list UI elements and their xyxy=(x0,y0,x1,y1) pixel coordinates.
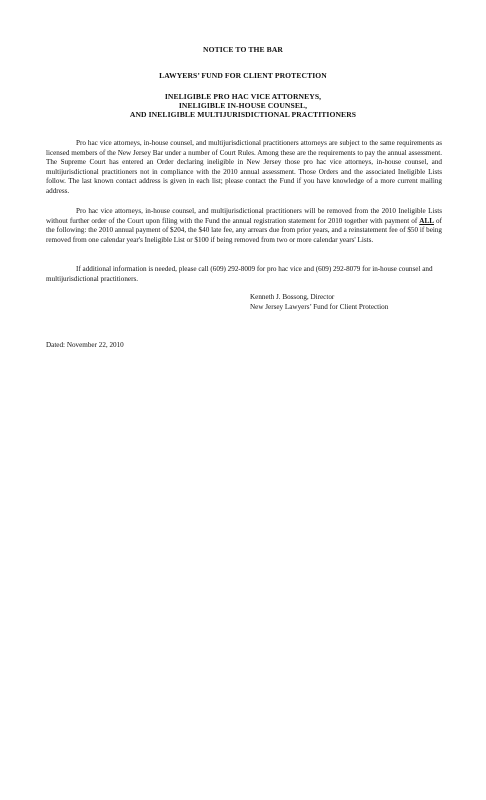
paragraph-2-emphasis: ALL xyxy=(419,216,434,225)
signature-name: Kenneth J. Bossong, Director xyxy=(250,293,335,301)
dated-line: Dated: November 22, 2010 xyxy=(46,341,124,349)
paragraph-contact-info xyxy=(46,265,442,284)
paragraph-removal-conditions xyxy=(46,207,442,245)
paragraph-1-text: Pro hac vice attorneys, in-house counsel, and multijurisdictional practitioners attorneys are subject to the same requirements as licensed members of the New Jersey Bar under a number of Court Rules. Among these are the requirements to pay the annual assessment. The Supreme Court has entered an Order declaring ineligible in New Jersey those pro hac vice attorneys, in-house counsel, and multijurisdictional practitioners not in compliance with the 2010 annual assessment. Those Orders and the associated Ineligible Lists follow. The last known contact address is given in each list; please contact the Fund if you have knowledge of a more current mailing address. xyxy=(46,139,442,195)
subject-line-1: INELIGIBLE PRO HAC VICE ATTORNEYS, xyxy=(164,92,322,101)
paragraph-3-text: If additional information is needed, please call (609) 292-8009 for pro hac vice and (609) 292-8079 for in-house counsel and multijurisdictional practitioners. xyxy=(46,265,433,283)
subject-line-2: INELIGIBLE IN-HOUSE COUNSEL, xyxy=(178,101,308,110)
subject-line-3: AND INELIGIBLE MULTIJURISDICTIONAL PRACTITIONERS xyxy=(129,110,357,119)
paragraph-2-text-before: Pro hac vice attorneys, in-house counsel, and multijurisdictional practitioners will be removed from the 2010 Ineligible Lists without further order of the Court upon filing with the Fund the annual registration statement for 2010 together with payment of xyxy=(46,207,442,225)
paragraph-2-text-after: of the following: the 2010 annual payment of $204, the $40 late fee, any arrears due from prior years, and a reinstatement fee of $50 if being removed from one calendar year's Ineligible List or $100 if being removed from two or more calendar years' Lists. xyxy=(46,216,442,244)
fund-name: LAWYERS’ FUND FOR CLIENT PROTECTION xyxy=(159,71,327,80)
signature-organization: New Jersey Lawyers’ Fund for Client Protection xyxy=(250,303,389,311)
paragraph-assessment-requirements xyxy=(46,139,442,197)
notice-title: NOTICE TO THE BAR xyxy=(203,45,283,54)
